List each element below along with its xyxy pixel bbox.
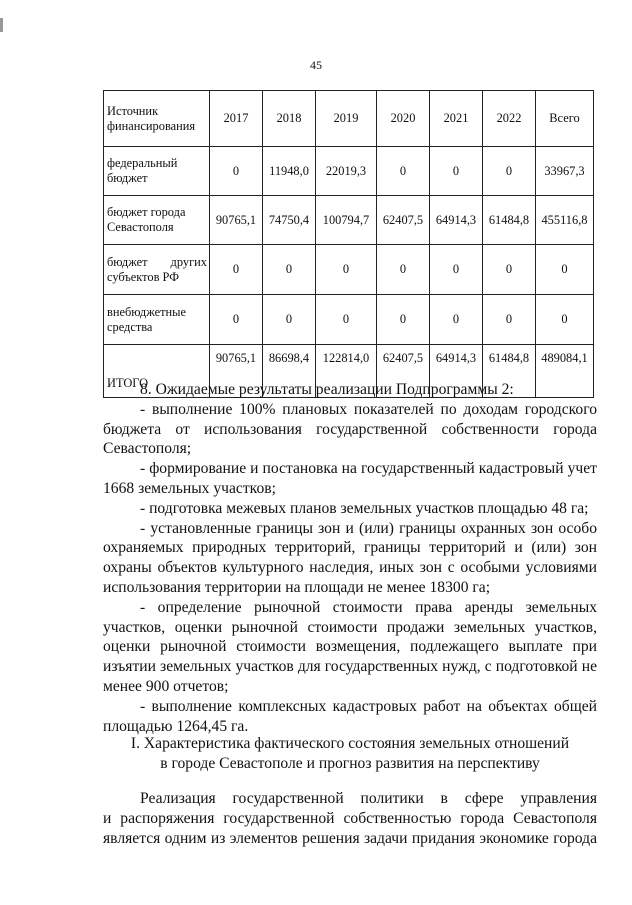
table-row	[104, 295, 594, 345]
header-2017: 2017	[210, 91, 263, 147]
table-row	[104, 196, 594, 245]
cell-value: 64914,3	[430, 196, 483, 245]
header-2021: 2021	[430, 91, 483, 147]
row-source: внебюджетные средства	[104, 295, 210, 345]
paragraph-line: является одним из элементов решения задачи придания экономике города	[103, 830, 597, 847]
header-source: Источник финансирования	[104, 91, 210, 147]
row-source: бюджет города Севастополя	[104, 196, 210, 245]
cell-value: 22019,3	[316, 147, 377, 196]
cell-value: 0	[483, 245, 536, 295]
cell-value: 0	[210, 245, 263, 295]
row-source: ИТОГО	[104, 345, 210, 398]
row-source	[104, 245, 210, 295]
heading-line: I. Характеристика фактического состояния земельных отношений	[130, 735, 570, 752]
cell-value: 90765,1	[210, 345, 263, 398]
cell-value: 90765,1	[210, 196, 263, 245]
cell-value: 0	[536, 295, 594, 345]
result-item: - формирование и постановка на государственный кадастровый учет 1668 земельных участков;	[103, 460, 597, 497]
table-header-row	[104, 91, 594, 147]
cell-value: 0	[377, 295, 430, 345]
row-source-word: бюджет	[107, 254, 148, 269]
heading-line: в городе Севастополе и прогноз развития на перспективу	[160, 755, 540, 772]
row-source-line	[107, 255, 207, 270]
page-number: 45	[310, 58, 322, 72]
cell-value: 0	[263, 295, 316, 345]
cell-value: 0	[316, 295, 377, 345]
scan-edge-mark	[0, 18, 3, 32]
result-item: - определение рыночной стоимости права аренды земельных участков, оценки рыночной стоимости продажи земельных участков, оценки рыночной стоимости возмещения, подлежащего выплате при изъятии земельных участков для государственных нужд, с подготовкой не менее 900 отчетов;	[103, 598, 597, 695]
row-source-word: других	[170, 254, 207, 269]
cell-value: 455116,8	[536, 196, 594, 245]
cell-value: 61484,8	[483, 196, 536, 245]
cell-value: 86698,4	[263, 345, 316, 398]
header-2018: 2018	[263, 91, 316, 147]
cell-value: 61484,8	[483, 345, 536, 398]
cell-value: 11948,0	[263, 147, 316, 196]
cell-value: 0	[210, 147, 263, 196]
cell-value: 0	[430, 147, 483, 196]
result-item: - выполнение 100% плановых показателей по доходам городского бюджета от использования государственной собственности города Севастополя;	[103, 400, 597, 458]
cell-value: 33967,3	[536, 147, 594, 196]
cell-value: 62407,5	[377, 196, 430, 245]
cell-value: 100794,7	[316, 196, 377, 245]
header-total: Всего	[536, 91, 594, 147]
row-source: федеральный бюджет	[104, 147, 210, 196]
section-heading	[103, 734, 597, 774]
cell-value: 62407,5	[377, 345, 430, 398]
cell-value: 0	[483, 147, 536, 196]
paragraph-line: и распоряжения государственной собственностью города Севастополя	[103, 810, 597, 827]
paragraph-line: Реализация государственной политики в сфере управления	[140, 790, 597, 807]
cell-value: 0	[210, 295, 263, 345]
table-row	[104, 245, 594, 295]
section-8-title: 8. Ожидаемые результаты реализации Подпрограммы 2:	[140, 381, 514, 398]
funding-table	[103, 90, 594, 398]
cell-value: 122814,0	[316, 345, 377, 398]
result-item: - выполнение комплексных кадастровых работ на объектах общей площадью 1264,45 га.	[103, 697, 597, 735]
header-2020: 2020	[377, 91, 430, 147]
cell-value: 0	[316, 245, 377, 295]
row-source-line: субъектов РФ	[107, 269, 179, 284]
header-2019: 2019	[316, 91, 377, 147]
result-item: - установленные границы зон и (или) границы охранных зон особо охраняемых природных территорий, границы территорий и (или) зон охраны объектов культурного наследия, иных зон с особыми условиями использования территории на площади не менее 18300 га;	[103, 519, 597, 596]
result-item: - подготовка межевых планов земельных участков площадью 48 га;	[140, 499, 589, 517]
cell-value: 489084,1	[536, 345, 594, 398]
final-paragraph	[103, 789, 597, 849]
cell-value: 0	[430, 245, 483, 295]
cell-value: 64914,3	[430, 345, 483, 398]
header-2022: 2022	[483, 91, 536, 147]
cell-value: 0	[377, 147, 430, 196]
cell-value: 0	[483, 295, 536, 345]
cell-value: 0	[430, 295, 483, 345]
cell-value: 0	[263, 245, 316, 295]
cell-value: 0	[377, 245, 430, 295]
cell-value: 74750,4	[263, 196, 316, 245]
section-8	[103, 380, 597, 736]
cell-value: 0	[536, 245, 594, 295]
table-row	[104, 147, 594, 196]
